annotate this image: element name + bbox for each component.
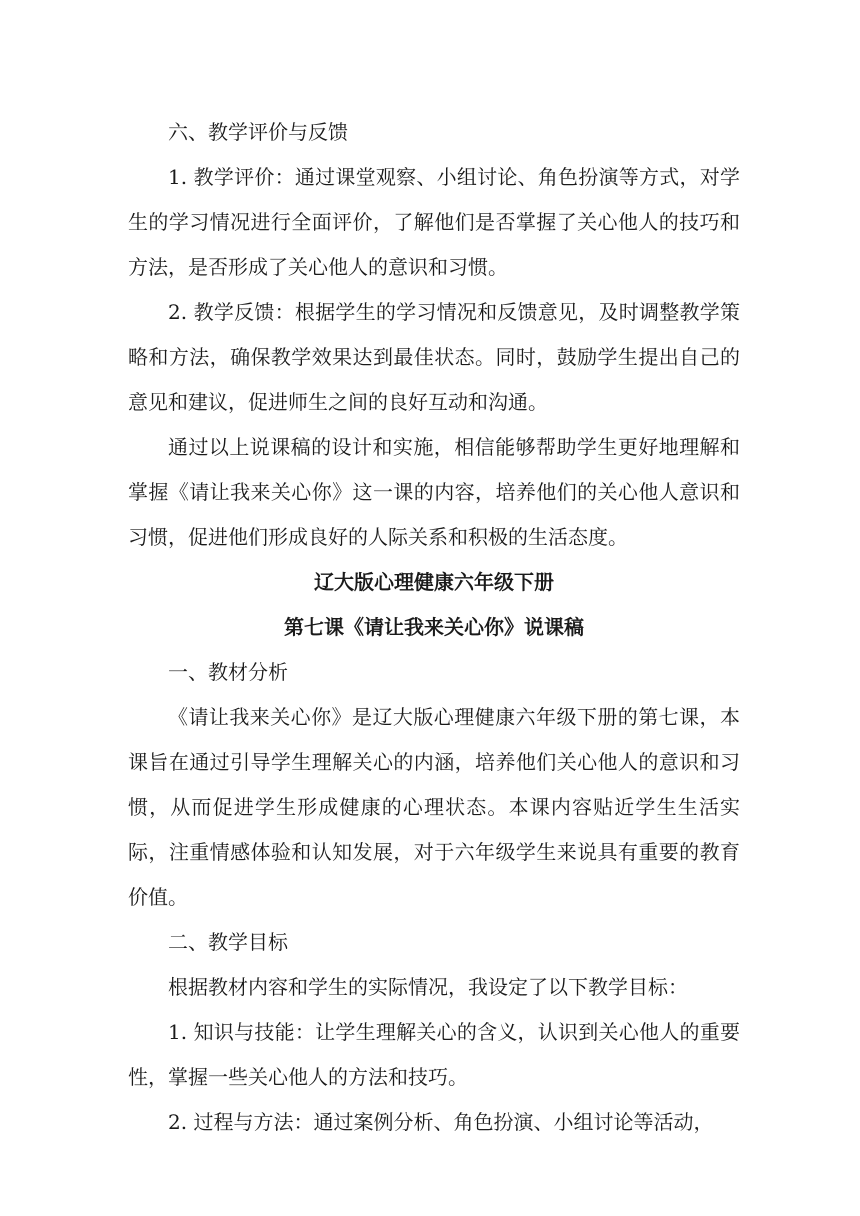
section-heading-evaluation: 六、教学评价与反馈 [168, 120, 348, 144]
paragraph-teaching-feedback: 2. 教学反馈：根据学生的学习情况和反馈意见，及时调整教学策略和方法，确保教学效果达到最佳状态。同时，鼓励学生提出自己的意见和建议，促进师生之间的良好互动和沟通。 [128, 300, 740, 414]
paragraph-conclusion: 通过以上说课稿的设计和实施，相信能够帮助学生更好地理解和掌握《请让我来关心你》这一课的内容，培养他们的关心他人意识和习惯，促进他们形成良好的人际关系和积极的生活态度。 [128, 435, 740, 549]
section-heading-material-analysis: 一、教材分析 [168, 660, 288, 684]
paragraph-teaching-evaluation: 1. 教学评价：通过课堂观察、小组讨论、角色扮演等方式，对学生的学习情况进行全面评价，了解他们是否掌握了关心他人的技巧和方法，是否形成了关心他人的意识和习惯。 [128, 165, 740, 279]
document-body [128, 110, 740, 1145]
paragraph-goal-process: 2. 过程与方法：通过案例分析、角色扮演、小组讨论等活动， [168, 1110, 714, 1134]
document-title-line-1: 辽大版心理健康六年级下册 [314, 570, 554, 594]
section-heading-teaching-goals: 二、教学目标 [168, 930, 288, 954]
paragraph-material-analysis: 《请让我来关心你》是辽大版心理健康六年级下册的第七课，本课旨在通过引导学生理解关心的内涵，培养他们关心他人的意识和习惯，从而促进学生形成健康的心理状态。本课内容贴近学生生活实际，注重情感体验和认知发展，对于六年级学生来说具有重要的教育价值。 [128, 705, 740, 909]
paragraph-goals-intro: 根据教材内容和学生的实际情况，我设定了以下教学目标： [168, 975, 688, 999]
paragraph-goal-knowledge: 1. 知识与技能：让学生理解关心的含义，认识到关心他人的重要性，掌握一些关心他人的方法和技巧。 [128, 1020, 740, 1089]
document-title-line-2: 第七课《请让我来关心你》说课稿 [284, 615, 584, 639]
